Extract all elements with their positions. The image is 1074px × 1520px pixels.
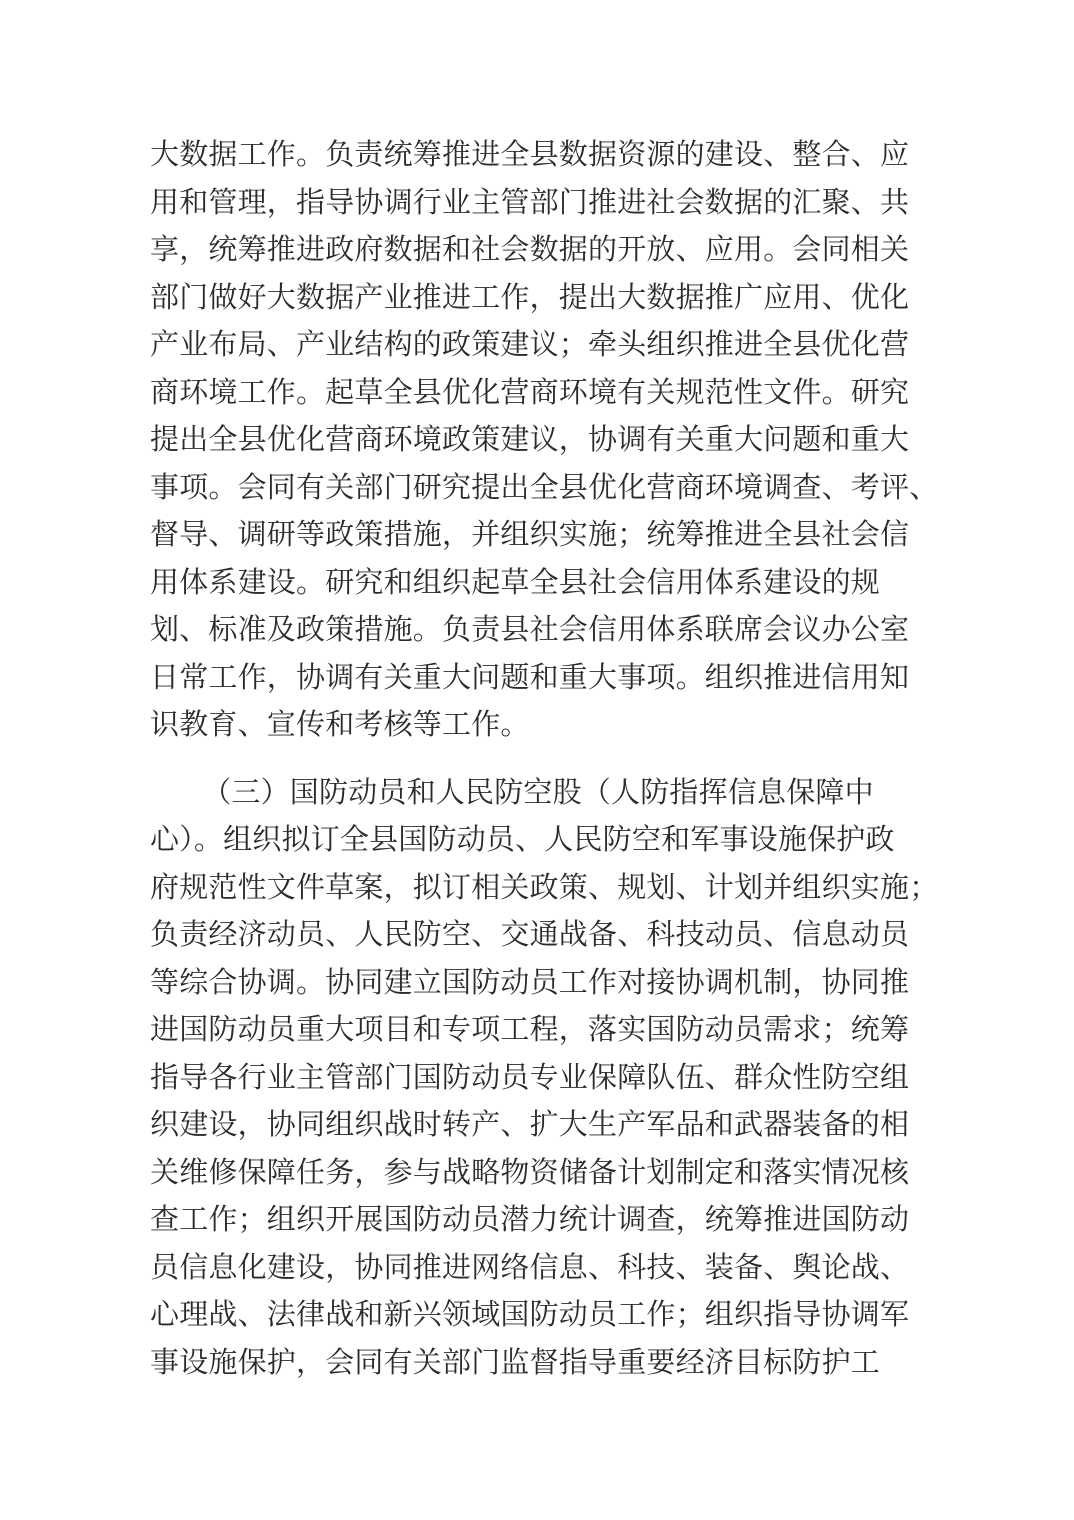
text-line: 等综合协调。协同建立国防动员工作对接协调机制，协同推	[150, 966, 910, 999]
text-line: 用和管理，指导协调行业主管部门推进社会数据的汇聚、共	[150, 186, 910, 219]
text-line: 提出全县优化营商环境政策建议，协调有关重大问题和重大	[150, 424, 910, 456]
text-line: 进国防动员重大项目和专项工程，落实国防动员需求；统筹	[150, 1014, 910, 1046]
text-line: 员信息化建设，协同推进网络信息、科技、装备、舆论战、	[150, 1251, 910, 1284]
text-line: 识教育、宣传和考核等工作。	[150, 709, 530, 741]
text-line: 指导各行业主管部门国防动员专业保障队伍、群众性防空组	[150, 1061, 910, 1094]
text-line: 负责经济动员、人民防空、交通战备、科技动员、信息动员	[150, 919, 910, 951]
paragraph-big-data-duties	[150, 132, 939, 750]
text-line: 产业布局、产业结构的政策建议；牵头组织推进全县优化营	[150, 329, 910, 361]
section-heading-line: （三）国防动员和人民防空股（人防指挥信息保障中	[202, 776, 874, 809]
text-line: 日常工作，协调有关重大问题和重大事项。组织推进信用知	[150, 661, 910, 694]
text-line: 部门做好大数据产业推进工作，提出大数据推广应用、优化	[150, 281, 910, 314]
text-line: 督导、调研等政策措施，并组织实施；统筹推进全县社会信	[150, 519, 910, 551]
text-line: 府规范性文件草案，拟订相关政策、规划、计划并组织实施；	[150, 871, 939, 904]
text-line: 心）。组织拟订全县国防动员、人民防空和军事设施保护政	[150, 824, 895, 856]
text-line: 心理战、法律战和新兴领域国防动员工作；组织指导协调军	[150, 1299, 910, 1331]
text-line: 关维修保障任务，参与战略物资储备计划制定和落实情况核	[150, 1156, 910, 1189]
text-line: 用体系建设。研究和组织起草全县社会信用体系建设的规	[150, 566, 881, 599]
text-line: 事项。会同有关部门研究提出全县优化营商环境调查、考评、	[150, 471, 939, 504]
text-line: 商环境工作。起草全县优化营商环境有关规范性文件。研究	[150, 376, 910, 409]
text-line: 事设施保护，会同有关部门监督指导重要经济目标防护工	[150, 1346, 881, 1379]
text-line: 查工作；组织开展国防动员潜力统计调查，统筹推进国防动	[150, 1204, 910, 1236]
paragraph-section-3-defense-mobilization	[150, 770, 939, 1388]
text-line: 享，统筹推进政府数据和社会数据的开放、应用。会同相关	[150, 234, 910, 266]
text-line: 织建设，协同组织战时转产、扩大生产军品和武器装备的相	[150, 1109, 910, 1141]
text-line: 大数据工作。负责统筹推进全县数据资源的建设、整合、应	[150, 139, 910, 171]
text-line: 划、标准及政策措施。负责县社会信用体系联席会议办公室	[150, 614, 910, 646]
